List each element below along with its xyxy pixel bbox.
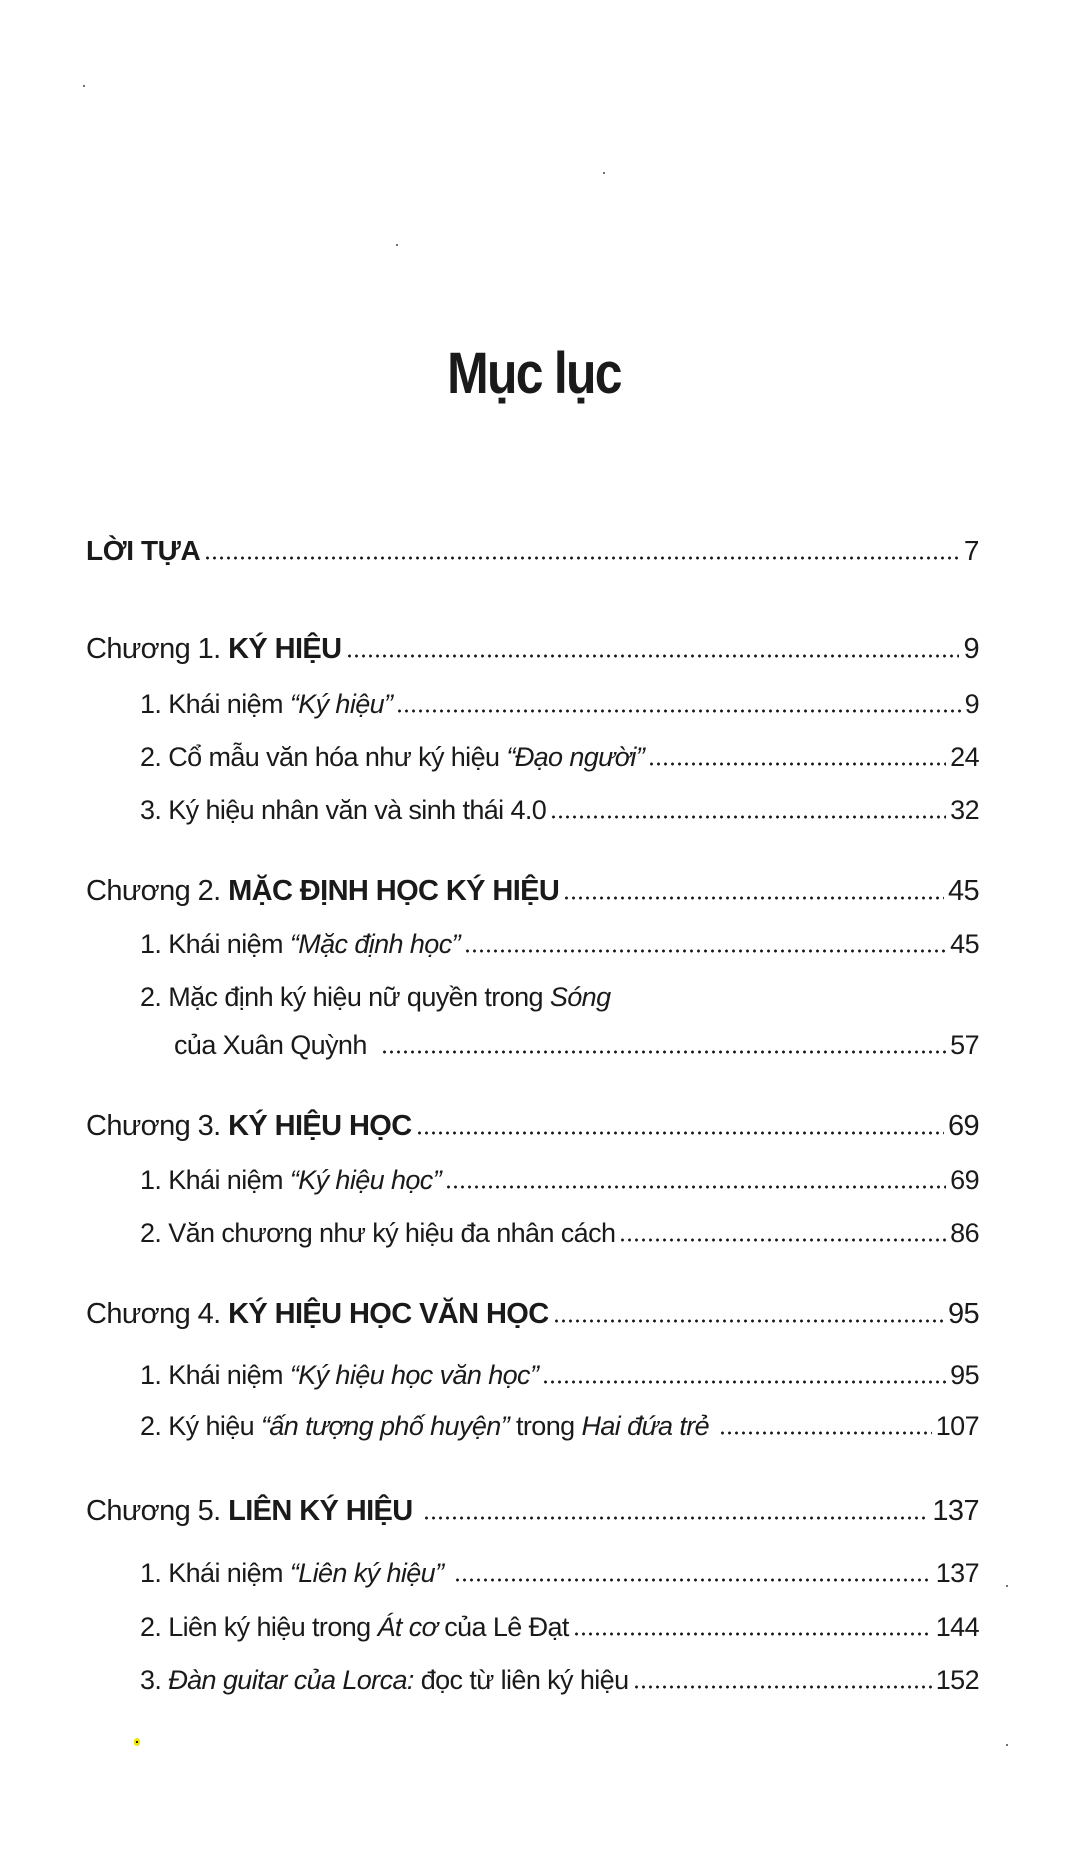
dot-leader (396, 709, 960, 713)
page-number: 137 (932, 1495, 979, 1527)
page-number: 69 (950, 1165, 979, 1195)
item-number: 1. (140, 1360, 162, 1390)
toc-entry-label: LỜI TỰA (86, 535, 201, 566)
item-number: 1. (140, 1165, 162, 1195)
item-italic-text: Đàn guitar của Lorca: (168, 1665, 414, 1695)
item-number: 3. (140, 795, 162, 825)
page-number: 107 (935, 1411, 979, 1441)
item-number: 2. (140, 742, 162, 772)
chapter-prefix: Chương 3. (86, 1110, 221, 1142)
scan-speck (1006, 1744, 1008, 1746)
dot-leader (553, 1319, 944, 1323)
scan-speck (603, 172, 605, 174)
toc-item[interactable] (140, 1360, 979, 1391)
dot-leader (464, 949, 946, 953)
toc-chapter-2[interactable] (86, 875, 979, 908)
chapter-title: MẶC ĐỊNH HỌC KÝ HIỆU (228, 875, 560, 907)
scan-speck (1006, 1585, 1008, 1587)
item-text: Văn chương như ký hiệu đa nhân cách (168, 1218, 616, 1248)
item-text: Ký hiệu (168, 1411, 255, 1441)
dot-leader (381, 1050, 946, 1054)
item-text: Ký hiệu nhân văn và sinh thái 4.0 (168, 795, 547, 825)
chapter-prefix: Chương 4. (86, 1298, 221, 1330)
chapter-prefix: Chương 2. (86, 875, 221, 907)
item-text: Khái niệm (168, 1360, 283, 1390)
page-number: 95 (947, 1298, 979, 1330)
item-text: Khái niệm (168, 689, 283, 719)
dot-leader (445, 1185, 946, 1189)
item-number: 2. (140, 982, 162, 1012)
scan-speck (83, 85, 85, 87)
dot-leader (423, 1516, 929, 1520)
item-text: Khái niệm (168, 929, 283, 959)
chapter-title: KÝ HIỆU HỌC VĂN HỌC (228, 1298, 549, 1330)
toc-item[interactable] (140, 689, 979, 720)
dot-leader (619, 1238, 946, 1242)
item-text: Khái niệm (168, 1165, 283, 1195)
item-text: đọc từ liên ký hiệu (420, 1665, 629, 1695)
toc-item[interactable] (140, 1165, 979, 1196)
page-number: 9 (964, 689, 979, 719)
dot-leader (204, 556, 960, 560)
yellow-mark (134, 1738, 140, 1746)
item-number: 2. (140, 1612, 162, 1642)
toc-chapter-3[interactable] (86, 1110, 979, 1143)
page-number: 152 (935, 1665, 979, 1695)
dot-leader (454, 1578, 932, 1582)
dot-leader (563, 896, 944, 900)
item-text: Khái niệm (168, 1558, 283, 1588)
toc-item-continuation[interactable] (174, 1030, 979, 1061)
page-number: 24 (950, 742, 979, 772)
chapter-prefix: Chương 1. (86, 633, 221, 665)
page-number: 32 (950, 795, 979, 825)
toc-item[interactable] (140, 1612, 979, 1643)
toc-item[interactable] (140, 1218, 979, 1249)
scan-speck (396, 244, 398, 246)
item-text: Cổ mẫu văn hóa như ký hiệu (168, 742, 500, 772)
dot-leader (573, 1632, 932, 1636)
page-title: Mục lục (447, 341, 621, 406)
dot-leader (550, 815, 946, 819)
toc-item[interactable] (140, 929, 979, 960)
item-number: 2. (140, 1411, 162, 1441)
item-text: trong (516, 1411, 575, 1441)
toc-chapter-5[interactable] (86, 1495, 979, 1528)
page-number: 144 (935, 1612, 979, 1642)
page-number: 95 (950, 1360, 979, 1390)
item-number: 1. (140, 929, 162, 959)
item-italic-text: “Mặc định học” (289, 929, 460, 959)
toc-item[interactable] (140, 1558, 979, 1589)
toc-entry-preface[interactable] (86, 535, 979, 567)
item-text: của Xuân Quỳnh (174, 1030, 367, 1060)
toc-chapter-1[interactable] (86, 633, 979, 666)
toc-item[interactable] (140, 742, 979, 773)
dot-leader (542, 1380, 946, 1384)
item-text: Liên ký hiệu trong (168, 1612, 371, 1642)
page-number: 137 (935, 1558, 979, 1588)
chapter-title: LIÊN KÝ HIỆU (228, 1495, 413, 1527)
page-number: 45 (950, 929, 979, 959)
page-number: 69 (947, 1110, 979, 1142)
item-italic-text: “Ký hiệu học văn học” (289, 1360, 539, 1390)
toc-item[interactable] (140, 795, 979, 826)
item-text: Mặc định ký hiệu nữ quyền trong (168, 982, 543, 1012)
page-number: 7 (963, 535, 979, 566)
item-italic-text: “Ký hiệu học” (289, 1165, 442, 1195)
page-number: 57 (950, 1030, 979, 1060)
item-number: 1. (140, 689, 162, 719)
chapter-title: KÝ HIỆU HỌC (228, 1110, 412, 1142)
chapter-prefix: Chương 5. (86, 1495, 221, 1527)
item-number: 2. (140, 1218, 162, 1248)
toc-item[interactable] (140, 1665, 979, 1696)
item-italic-text: “Đạo người” (506, 742, 645, 772)
item-text: của Lê Đạt (444, 1612, 569, 1642)
page-number: 86 (950, 1218, 979, 1248)
item-italic-text: “Ký hiệu” (289, 689, 393, 719)
dot-leader (416, 1131, 944, 1135)
toc-item[interactable] (140, 1411, 979, 1442)
dot-leader (719, 1431, 932, 1435)
chapter-title: KÝ HIỆU (228, 633, 342, 665)
page-number: 9 (963, 633, 979, 665)
item-number: 3. (140, 1665, 162, 1695)
item-italic-text: Hai đứa trẻ (581, 1411, 710, 1441)
item-italic-text: “ấn tượng phố huyện” (261, 1411, 510, 1441)
dot-leader (633, 1685, 932, 1689)
dot-leader (648, 762, 946, 766)
page-number: 45 (947, 875, 979, 907)
dot-leader (346, 654, 960, 658)
item-italic-text: “Liên ký hiệu” (289, 1558, 444, 1588)
item-number: 1. (140, 1558, 162, 1588)
toc-item[interactable] (140, 982, 979, 1013)
item-italic-text: Át cơ (377, 1612, 438, 1642)
toc-chapter-4[interactable] (86, 1298, 979, 1331)
item-italic-text: Sóng (549, 982, 611, 1012)
